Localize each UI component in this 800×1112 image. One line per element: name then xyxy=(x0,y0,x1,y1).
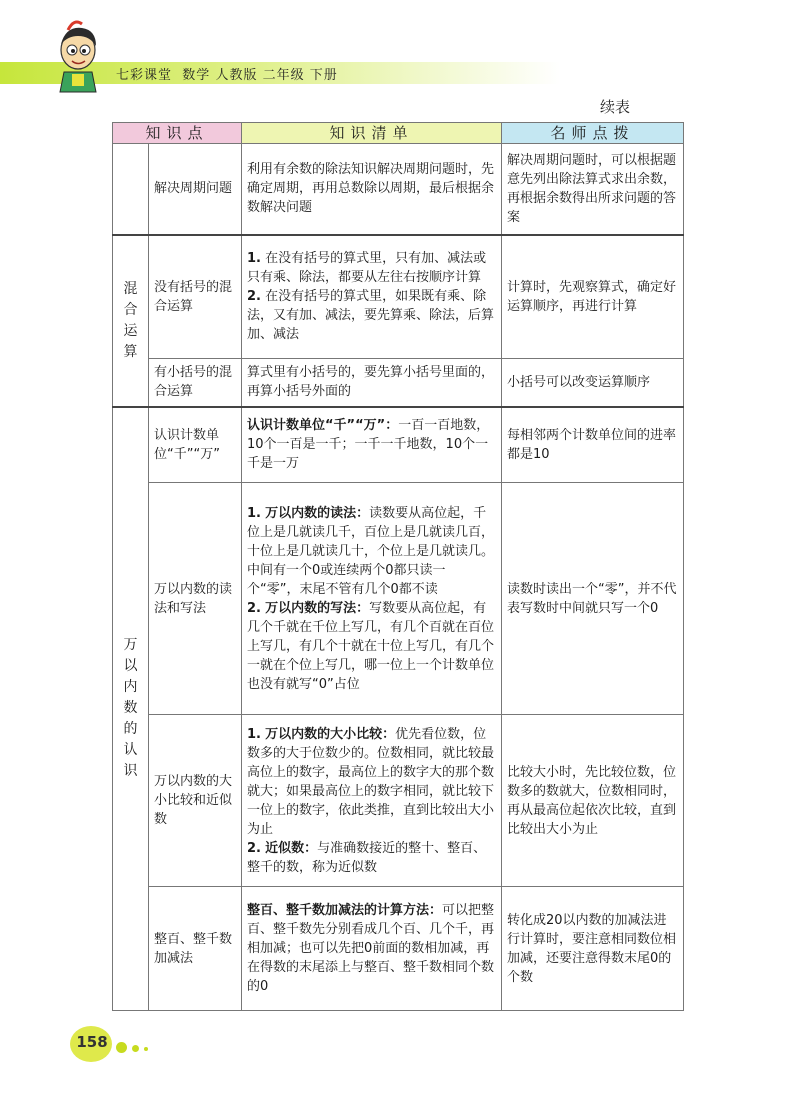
item-number: 1. xyxy=(247,505,261,521)
item-text: 优先看位数，位数多的大于位数少的。位数相同，就比较最高位上的数字，最高位上的数字大的那个数就大；如果最高位上的数字相同，就比较下一位上的数字，依此类推，直到比较出大小为止 xyxy=(247,726,495,837)
category-char: 以 xyxy=(123,658,138,675)
item-bold: 近似数： xyxy=(265,840,318,856)
tip-cell: 小括号可以改变运算顺序 xyxy=(502,359,684,407)
content-text: 一百一百地数，10个一百是一千；一千一千地数，10个一千是一万 xyxy=(247,418,490,472)
item-number: 1. xyxy=(247,251,261,267)
page-number: 158 xyxy=(76,1033,108,1051)
header-tip: 名师点拨 xyxy=(502,123,684,144)
content-item xyxy=(247,839,496,877)
table-row xyxy=(113,715,684,887)
page-number-badge xyxy=(70,1026,160,1066)
tip-cell: 比较大小时，先比较位数，位数多的数就大，位数相同时，再从最高位起依次比较，直到比较出大小为止 xyxy=(502,715,684,887)
category-char: 万 xyxy=(123,637,138,654)
category-char: 算 xyxy=(123,343,138,360)
item-number: 1. xyxy=(247,726,261,742)
topic-cell: 认识计数单位“千”“万” xyxy=(149,407,242,483)
table-row xyxy=(113,144,684,235)
content-cell xyxy=(242,887,502,1011)
topic-cell: 有小括号的混合运算 xyxy=(149,359,242,407)
item-text: 读数要从高位起，千位上是几就读几千，百位上是几就读几百，十位上是几就读几十，个位上是几就读几。中间有一个0或连续两个0都只读一个“零”，末尾不管有几个0都不读 xyxy=(247,505,495,597)
header-title xyxy=(116,64,338,83)
category-char: 运 xyxy=(123,322,138,339)
category-char: 合 xyxy=(123,301,138,318)
table-header-row xyxy=(113,123,684,144)
content-item xyxy=(247,249,496,287)
item-text: 在没有括号的算式里，只有加、减法或只有乘、除法，都要从左往右按顺序计算 xyxy=(247,251,487,286)
header-series: 七彩课堂 xyxy=(116,68,173,83)
category-char: 认 xyxy=(123,742,138,759)
header-topic: 知识点 xyxy=(113,123,242,144)
tip-cell: 转化成20以内数的加减法进行计算时，要注意相同数位相加减，还要注意得数末尾0的个数 xyxy=(502,887,684,1011)
topic-cell: 解决周期问题 xyxy=(149,144,242,235)
item-text: 在没有括号的算式里，如果既有乘、除法，又有加、减法，要先算乘、除法，后算加、减法 xyxy=(247,289,495,343)
content-item xyxy=(247,725,496,839)
tip-cell: 每相邻两个计数单位间的进率都是10 xyxy=(502,407,684,483)
category-cell xyxy=(113,407,149,1011)
header-grade: 二年级 xyxy=(262,68,305,83)
mascot-icon xyxy=(48,16,108,94)
content-bold: 整百、整千数加减法的计算方法： xyxy=(247,903,443,918)
topic-cell: 万以内数的大小比较和近似数 xyxy=(149,715,242,887)
table-row xyxy=(113,887,684,1011)
item-bold: 万以内数的读法： xyxy=(265,505,370,521)
content-item xyxy=(247,599,496,694)
item-text: 与准确数接近的整十、整百、整千的数，称为近似数 xyxy=(247,840,487,875)
topic-cell: 没有括号的混合运算 xyxy=(149,235,242,359)
category-char: 混 xyxy=(123,280,138,297)
content-text: 可以把整百、整千数先分别看成几个百、几个千，再相加减；也可以先把0前面的数相加减，再在得数的末尾添上与整百、整千数相同个数的0 xyxy=(247,903,495,994)
category-cell xyxy=(113,235,149,407)
tip-cell: 读数时读出一个“零”，并不代表写数时中间就只写一个0 xyxy=(502,483,684,715)
content-cell xyxy=(242,483,502,715)
content-item xyxy=(247,287,496,344)
table-row xyxy=(113,359,684,407)
header-subject: 数学 xyxy=(182,68,211,83)
table-row xyxy=(113,483,684,715)
item-number: 2. xyxy=(247,289,261,305)
continued-label: 续表 xyxy=(600,98,631,116)
item-bold: 万以内数的大小比较： xyxy=(265,726,396,742)
content-cell xyxy=(242,407,502,483)
header-edition: 人教版 xyxy=(215,68,258,83)
topic-cell: 整百、整千数加减法 xyxy=(149,887,242,1011)
category-char: 识 xyxy=(123,763,138,780)
header-content: 知识清单 xyxy=(242,123,502,144)
category-char: 内 xyxy=(123,679,138,696)
content-item xyxy=(247,504,496,599)
content-cell xyxy=(242,235,502,359)
tip-cell: 解决周期问题时，可以根据题意先列出除法算式求出余数，再根据余数得出所求问题的答案 xyxy=(502,144,684,235)
tip-cell: 计算时，先观察算式，确定好运算顺序，再进行计算 xyxy=(502,235,684,359)
content-cell: 算式里有小括号的，要先算小括号里面的，再算小括号外面的 xyxy=(242,359,502,407)
dot-decoration xyxy=(116,1042,127,1053)
category-char: 的 xyxy=(123,721,138,738)
content-cell: 利用有余数的除法知识解决周期问题时，先确定周期，再用总数除以周期，最后根据余数解决问题 xyxy=(242,144,502,235)
dot-decoration xyxy=(132,1045,139,1052)
category-char: 数 xyxy=(123,700,138,717)
dot-decoration xyxy=(144,1047,148,1051)
content-cell xyxy=(242,715,502,887)
item-bold: 万以内数的写法： xyxy=(265,600,370,616)
topic-cell: 万以内数的读法和写法 xyxy=(149,483,242,715)
knowledge-table xyxy=(112,122,684,1011)
table-row xyxy=(113,235,684,359)
content-bold: 认识计数单位“千”“万”： xyxy=(247,418,399,434)
item-number: 2. xyxy=(247,600,261,616)
header-volume: 下册 xyxy=(309,68,338,83)
table-row xyxy=(113,407,684,483)
item-text: 写数要从高位起，有几个千就在千位上写几，有几个百就在百位上写几，有几个十就在十位上写几，有几个一就在个位上写几，哪一位上一个计数单位也没有就写“0”占位 xyxy=(247,600,495,692)
item-number: 2. xyxy=(247,840,261,856)
category-cell-empty xyxy=(113,144,149,235)
